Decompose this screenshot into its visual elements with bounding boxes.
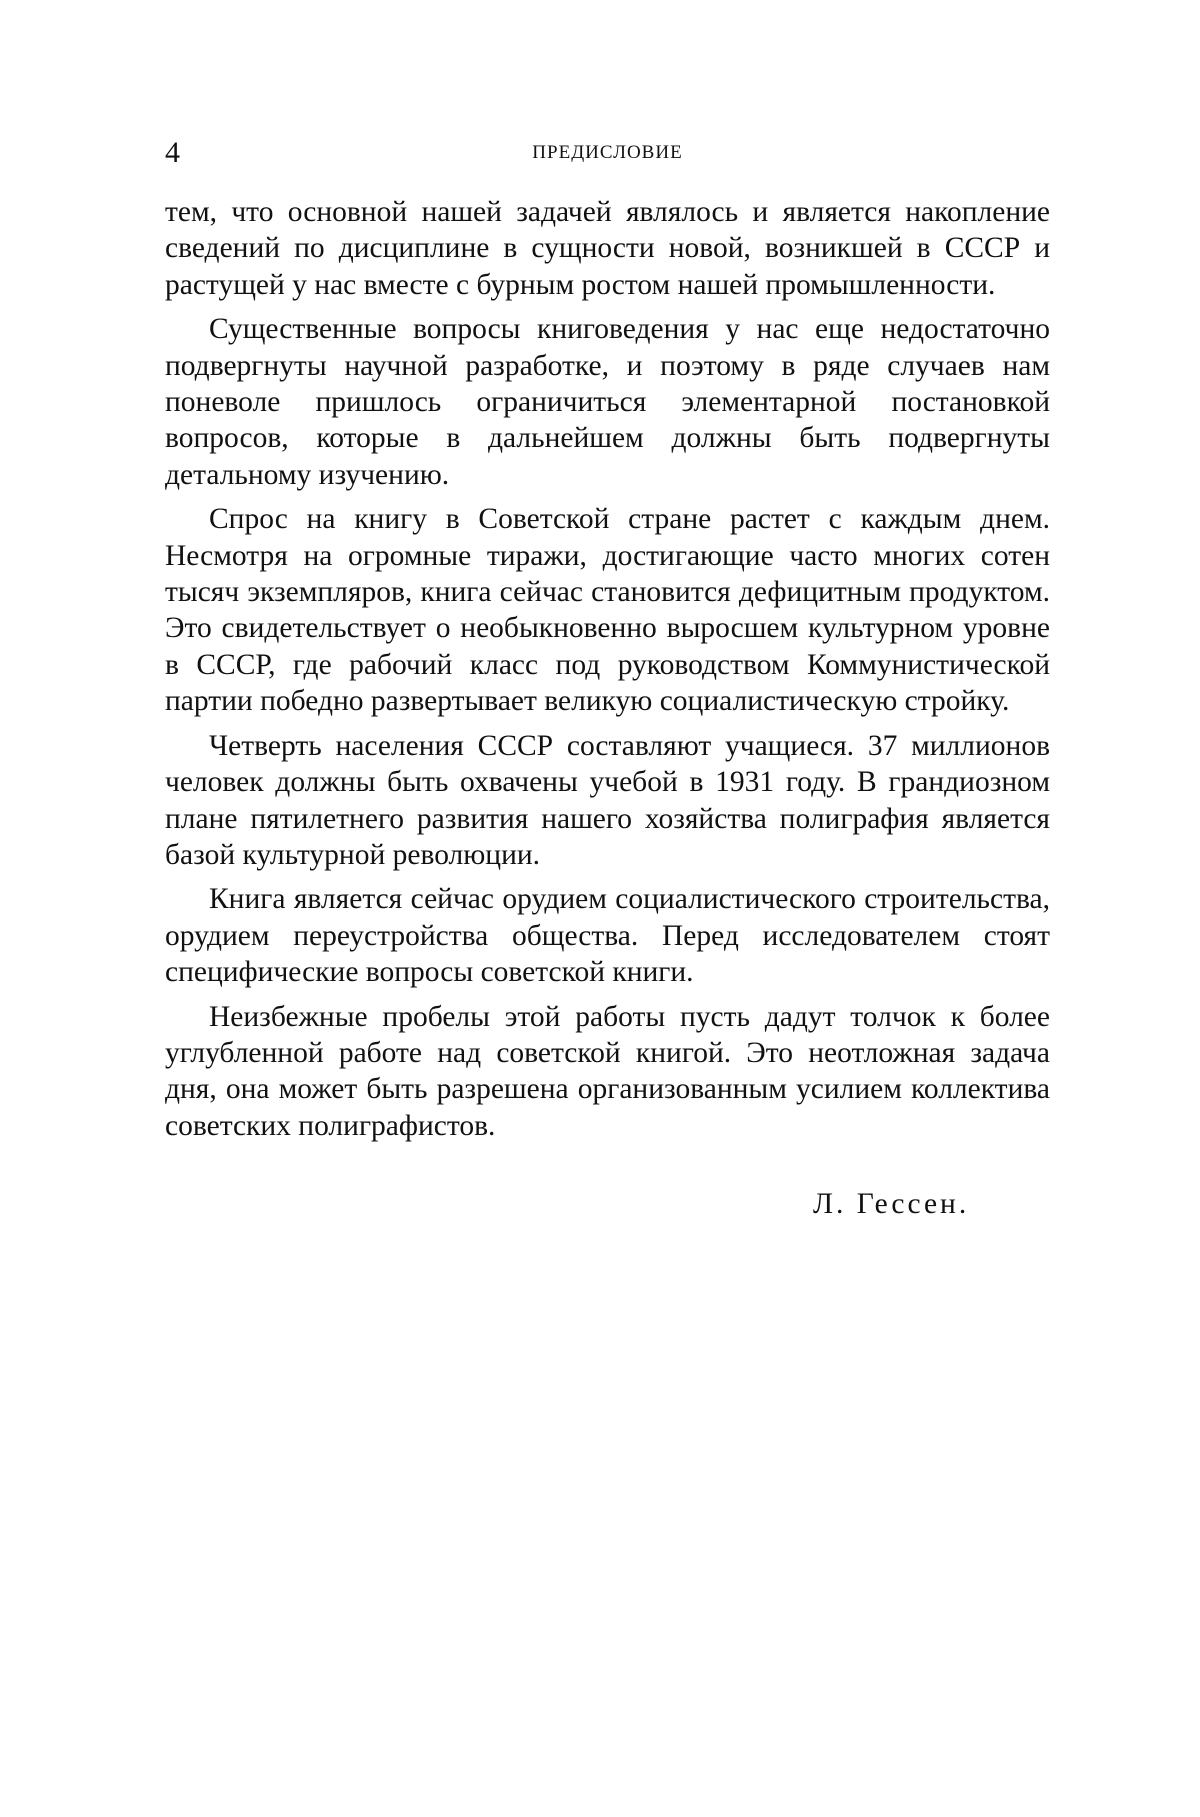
page-header bbox=[165, 133, 1050, 173]
paragraph: Существенные вопросы книговедения у нас еще недостаточно подвергнуты научной разработке, и поэтому в ряде случаев нам поневоле пришлось ограничиться элементарной постановкой вопросов, которые в дальнейшем должны быть подвергнуты детальному изучению. bbox=[165, 311, 1050, 493]
paragraph: Четверть населения СССР составляют учащиеся. 37 миллионов человек должны быть охвачены учебой в 1931 году. В грандиозном плане пятилетнего развития нашего хозяйства полиграфия является базой культурной революции. bbox=[165, 728, 1050, 874]
author-signature: Л. Гессен. bbox=[813, 1186, 969, 1222]
body-text bbox=[165, 194, 1050, 1152]
document-page bbox=[0, 0, 1200, 1817]
paragraph: Неизбежные пробелы этой работы пусть дадут толчок к более углубленной работе над советской книгой. Это неотложная задача дня, она может быть разрешена организованным усилием коллектива советских полиграфистов. bbox=[165, 999, 1050, 1145]
paragraph: Книга является сейчас орудием социалистического строительства, орудием переустройства общества. Перед исследователем стоят специфические вопросы советской книги. bbox=[165, 881, 1050, 990]
paragraph: Спрос на книгу в Советской стране растет с каждым днем. Несмотря на огромные тиражи, достигающие часто многих сотен тысяч экземпляров, книга сейчас становится дефицитным продуктом. Это свидетельствует о необыкновенно выросшем культурном уровне в СССР, где рабочий класс под руководством Коммунистической партии победно развертывает великую социалистическую стройку. bbox=[165, 501, 1050, 719]
running-title: ПРЕДИСЛОВИЕ bbox=[165, 133, 1050, 173]
paragraph: тем, что основной нашей задачей являлось и является накопление сведений по дисциплине в сущности новой, возникшей в СССР и растущей у нас вместе с бурным ростом нашей промышленности. bbox=[165, 194, 1050, 303]
page-number: 4 bbox=[165, 133, 180, 173]
